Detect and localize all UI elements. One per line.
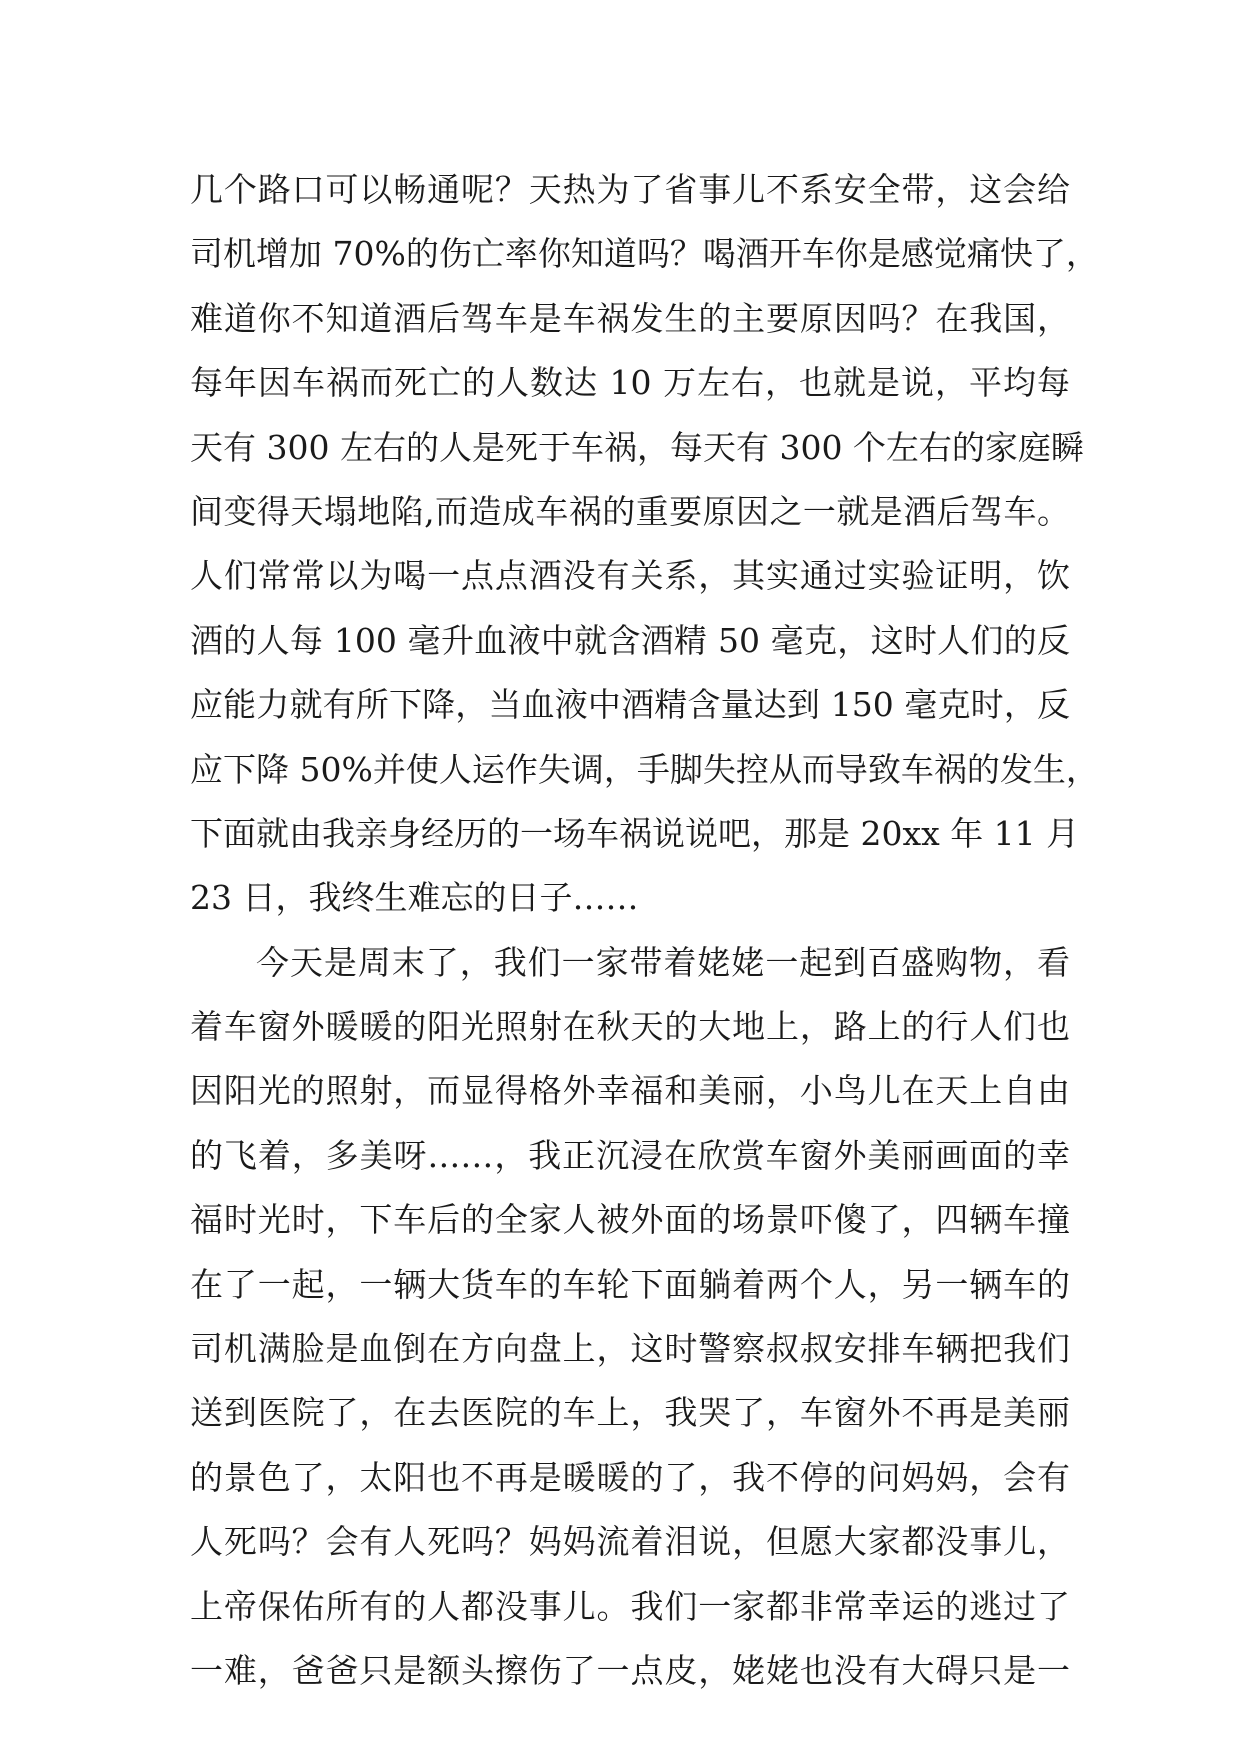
- text-line: 酒的人每 100 毫升血液中就含酒精 50 毫克，这时人们的反: [190, 620, 1070, 660]
- text-line: 人们常常以为喝一点点酒没有关系，其实通过实验证明，饮: [190, 556, 1070, 596]
- paragraph-first-line: 今天是周末了，我们一家带着姥姥一起到百盛购物，看: [256, 942, 1070, 982]
- text-line: 难道你不知道酒后驾车是车祸发生的主要原因吗？在我国，: [190, 298, 1070, 338]
- text-line: 司机增加 70%的伤亡率你知道吗？喝酒开车你是感觉痛快了，: [190, 234, 1099, 274]
- text-line: 人死吗？会有人死吗？妈妈流着泪说，但愿大家都没事儿，: [190, 1522, 1070, 1562]
- text-line: 几个路口可以畅通呢？天热为了省事儿不系安全带，这会给: [190, 170, 1070, 209]
- text-line: 每年因车祸而死亡的人数达 10 万左右，也就是说，平均每: [190, 363, 1070, 403]
- text-line: 一难，爸爸只是额头擦伤了一点皮，姥姥也没有大碍只是一: [190, 1650, 1070, 1690]
- text-line: 司机满脸是血倒在方向盘上，这时警察叔叔安排车辆把我们: [190, 1329, 1070, 1369]
- text-line: 因阳光的照射，而显得格外幸福和美丽，小鸟儿在天上自由: [190, 1071, 1070, 1111]
- text-line: 天有 300 左右的人是死于车祸，每天有 300 个左右的家庭瞬: [190, 427, 1084, 467]
- text-line: 上帝保佑所有的人都没事儿。我们一家都非常幸运的逃过了: [190, 1586, 1070, 1626]
- text-line: 下面就由我亲身经历的一场车祸说说吧，那是 20xx 年 11 月: [190, 813, 1080, 853]
- text-line: 在了一起，一辆大货车的车轮下面躺着两个人，另一辆车的: [190, 1264, 1070, 1304]
- text-line: 间变得天塌地陷,而造成车祸的重要原因之一就是酒后驾车。: [190, 491, 1070, 531]
- text-line: 送到医院了，在去医院的车上，我哭了，车窗外不再是美丽: [190, 1393, 1070, 1433]
- text-line: 的景色了，太阳也不再是暖暖的了，我不停的问妈妈，会有: [190, 1457, 1070, 1497]
- text-line: 应下降 50%并使人运作失调，手脚失控从而导致车祸的发生，: [190, 749, 1099, 789]
- text-line: 23 日，我终生难忘的日子……: [190, 878, 639, 918]
- body-text: [190, 158, 1099, 1703]
- text-line: 的飞着，多美呀……，我正沉浸在欣赏车窗外美丽画面的幸: [190, 1135, 1070, 1175]
- text-line: 福时光时，下车后的全家人被外面的场景吓傻了，四辆车撞: [190, 1200, 1070, 1240]
- text-line: 着车窗外暖暖的阳光照射在秋天的大地上，路上的行人们也: [190, 1007, 1070, 1047]
- text-line: 应能力就有所下降，当血液中酒精含量达到 150 毫克时，反: [190, 685, 1070, 725]
